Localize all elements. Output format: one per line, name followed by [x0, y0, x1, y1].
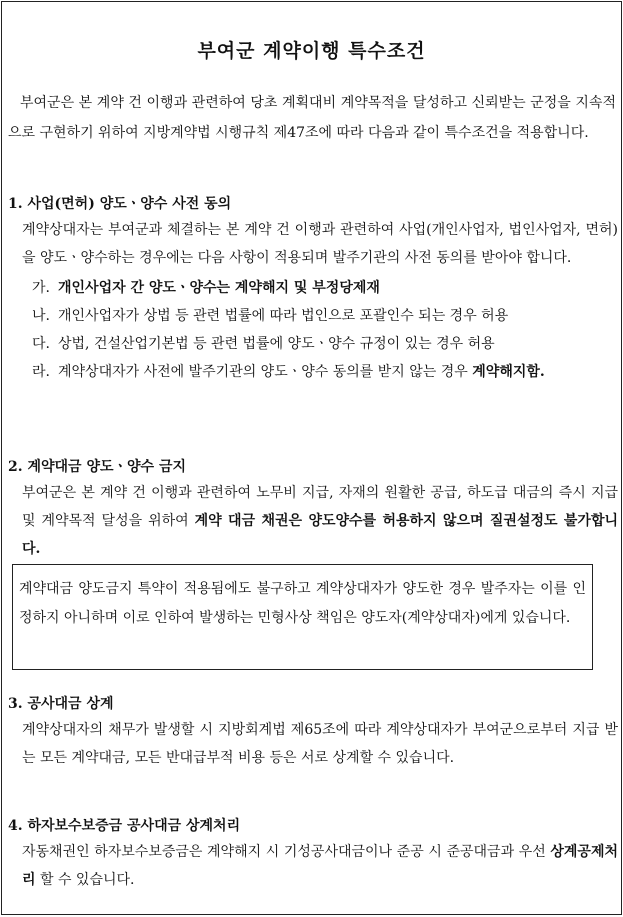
- section-1-body: 계약상대자는 부여군과 체결하는 본 계약 건 이행과 관련하여 사업(개인사업자, 법인사업자, 면허)을 양도ㆍ양수하는 경우에는 다음 사항이 적용되며 발주기관의 사전 동의를 받아야 합니다.: [22, 222, 618, 266]
- section-2-body-bold: 계약 대금 채권은 양도양수를 허용하지 않으며 질권설정도 불가합니다.: [22, 513, 618, 557]
- section-1-heading: 1. 사업(면허) 양도ㆍ양수 사전 동의: [8, 196, 232, 212]
- document-page: [1, 1, 622, 915]
- section-2-body: [8, 479, 618, 563]
- item-text: 계약상대자가 사전에 발주기관의 양도ㆍ양수 동의를 받지 않는 경우: [58, 364, 473, 380]
- notice-box: 계약대금 양도금지 특약이 적용됨에도 불구하고 계약상대자가 양도한 경우 발주자는 이를 인정하지 아니하며 이로 인하여 발생하는 민형사상 책임은 양도자(계약상대자)에게 있습니다.: [12, 564, 593, 670]
- section-2-heading: 2. 계약대금 양도ㆍ양수 금지: [8, 459, 187, 475]
- document-title: 부여군 계약이행 특수조건: [197, 40, 426, 62]
- section-4-body-text: 자동채권인 하자보수보증금은 계약해지 시 기성공사대금이나 준공 시 준공대금과 우선: [22, 844, 551, 860]
- section-4: [8, 814, 618, 894]
- section-1: [8, 192, 618, 386]
- intro-paragraph: 부여군은 본 계약 건 이행과 관련하여 당초 계획대비 계약목적을 달성하고 신뢰받는 군정을 지속적으로 구현하기 위하여 지방계약법 시행규칙 제47조에 따라 다음과 같이 특수조건을 적용합니다.: [8, 95, 616, 141]
- section-1-item-da: [8, 330, 618, 358]
- section-2-body-text: 부여군은 본 계약 건 이행과 관련하여 노무비 지급, 자재의 원활한 공급, 하도급 대금의 즉시 지급 및 계약목적 달성을 위하여: [22, 485, 618, 529]
- item-marker: 라.: [32, 364, 50, 380]
- section-1-item-ga: [8, 274, 618, 302]
- section-4-body: [8, 838, 618, 894]
- section-3-body: 계약상대자의 채무가 발생할 시 지방회계법 제65조에 따라 계약상대자가 부여군으로부터 지급 받는 모든 계약대금, 모든 반대급부적 비용 등은 서로 상계할 수 있습니다.: [22, 722, 618, 766]
- item-text: 개인사업자 간 양도ㆍ양수는 계약해지 및 부정당제재: [58, 280, 380, 296]
- section-1-item-na: [8, 302, 618, 330]
- item-marker: 나.: [32, 308, 50, 324]
- item-text: 개인사업자가 상법 등 관련 법률에 따라 법인으로 포괄인수 되는 경우 허용: [58, 308, 509, 324]
- section-4-body-tail: 할 수 있습니다.: [35, 872, 135, 888]
- section-2: [8, 455, 618, 563]
- section-3: [8, 692, 618, 772]
- section-4-heading: 4. 하자보수보증금 공사대금 상계처리: [8, 818, 241, 834]
- item-marker: 다.: [32, 336, 50, 352]
- section-1-item-ra: [8, 358, 618, 386]
- item-marker: 가.: [32, 280, 50, 296]
- item-text-bold: 계약해지함.: [472, 364, 545, 380]
- item-text: 상법, 건설산업기본법 등 관련 법률에 양도ㆍ양수 규정이 있는 경우 허용: [58, 336, 495, 352]
- section-3-heading: 3. 공사대금 상계: [8, 696, 114, 712]
- section-4-body-bold: 상계공제처리: [22, 844, 618, 888]
